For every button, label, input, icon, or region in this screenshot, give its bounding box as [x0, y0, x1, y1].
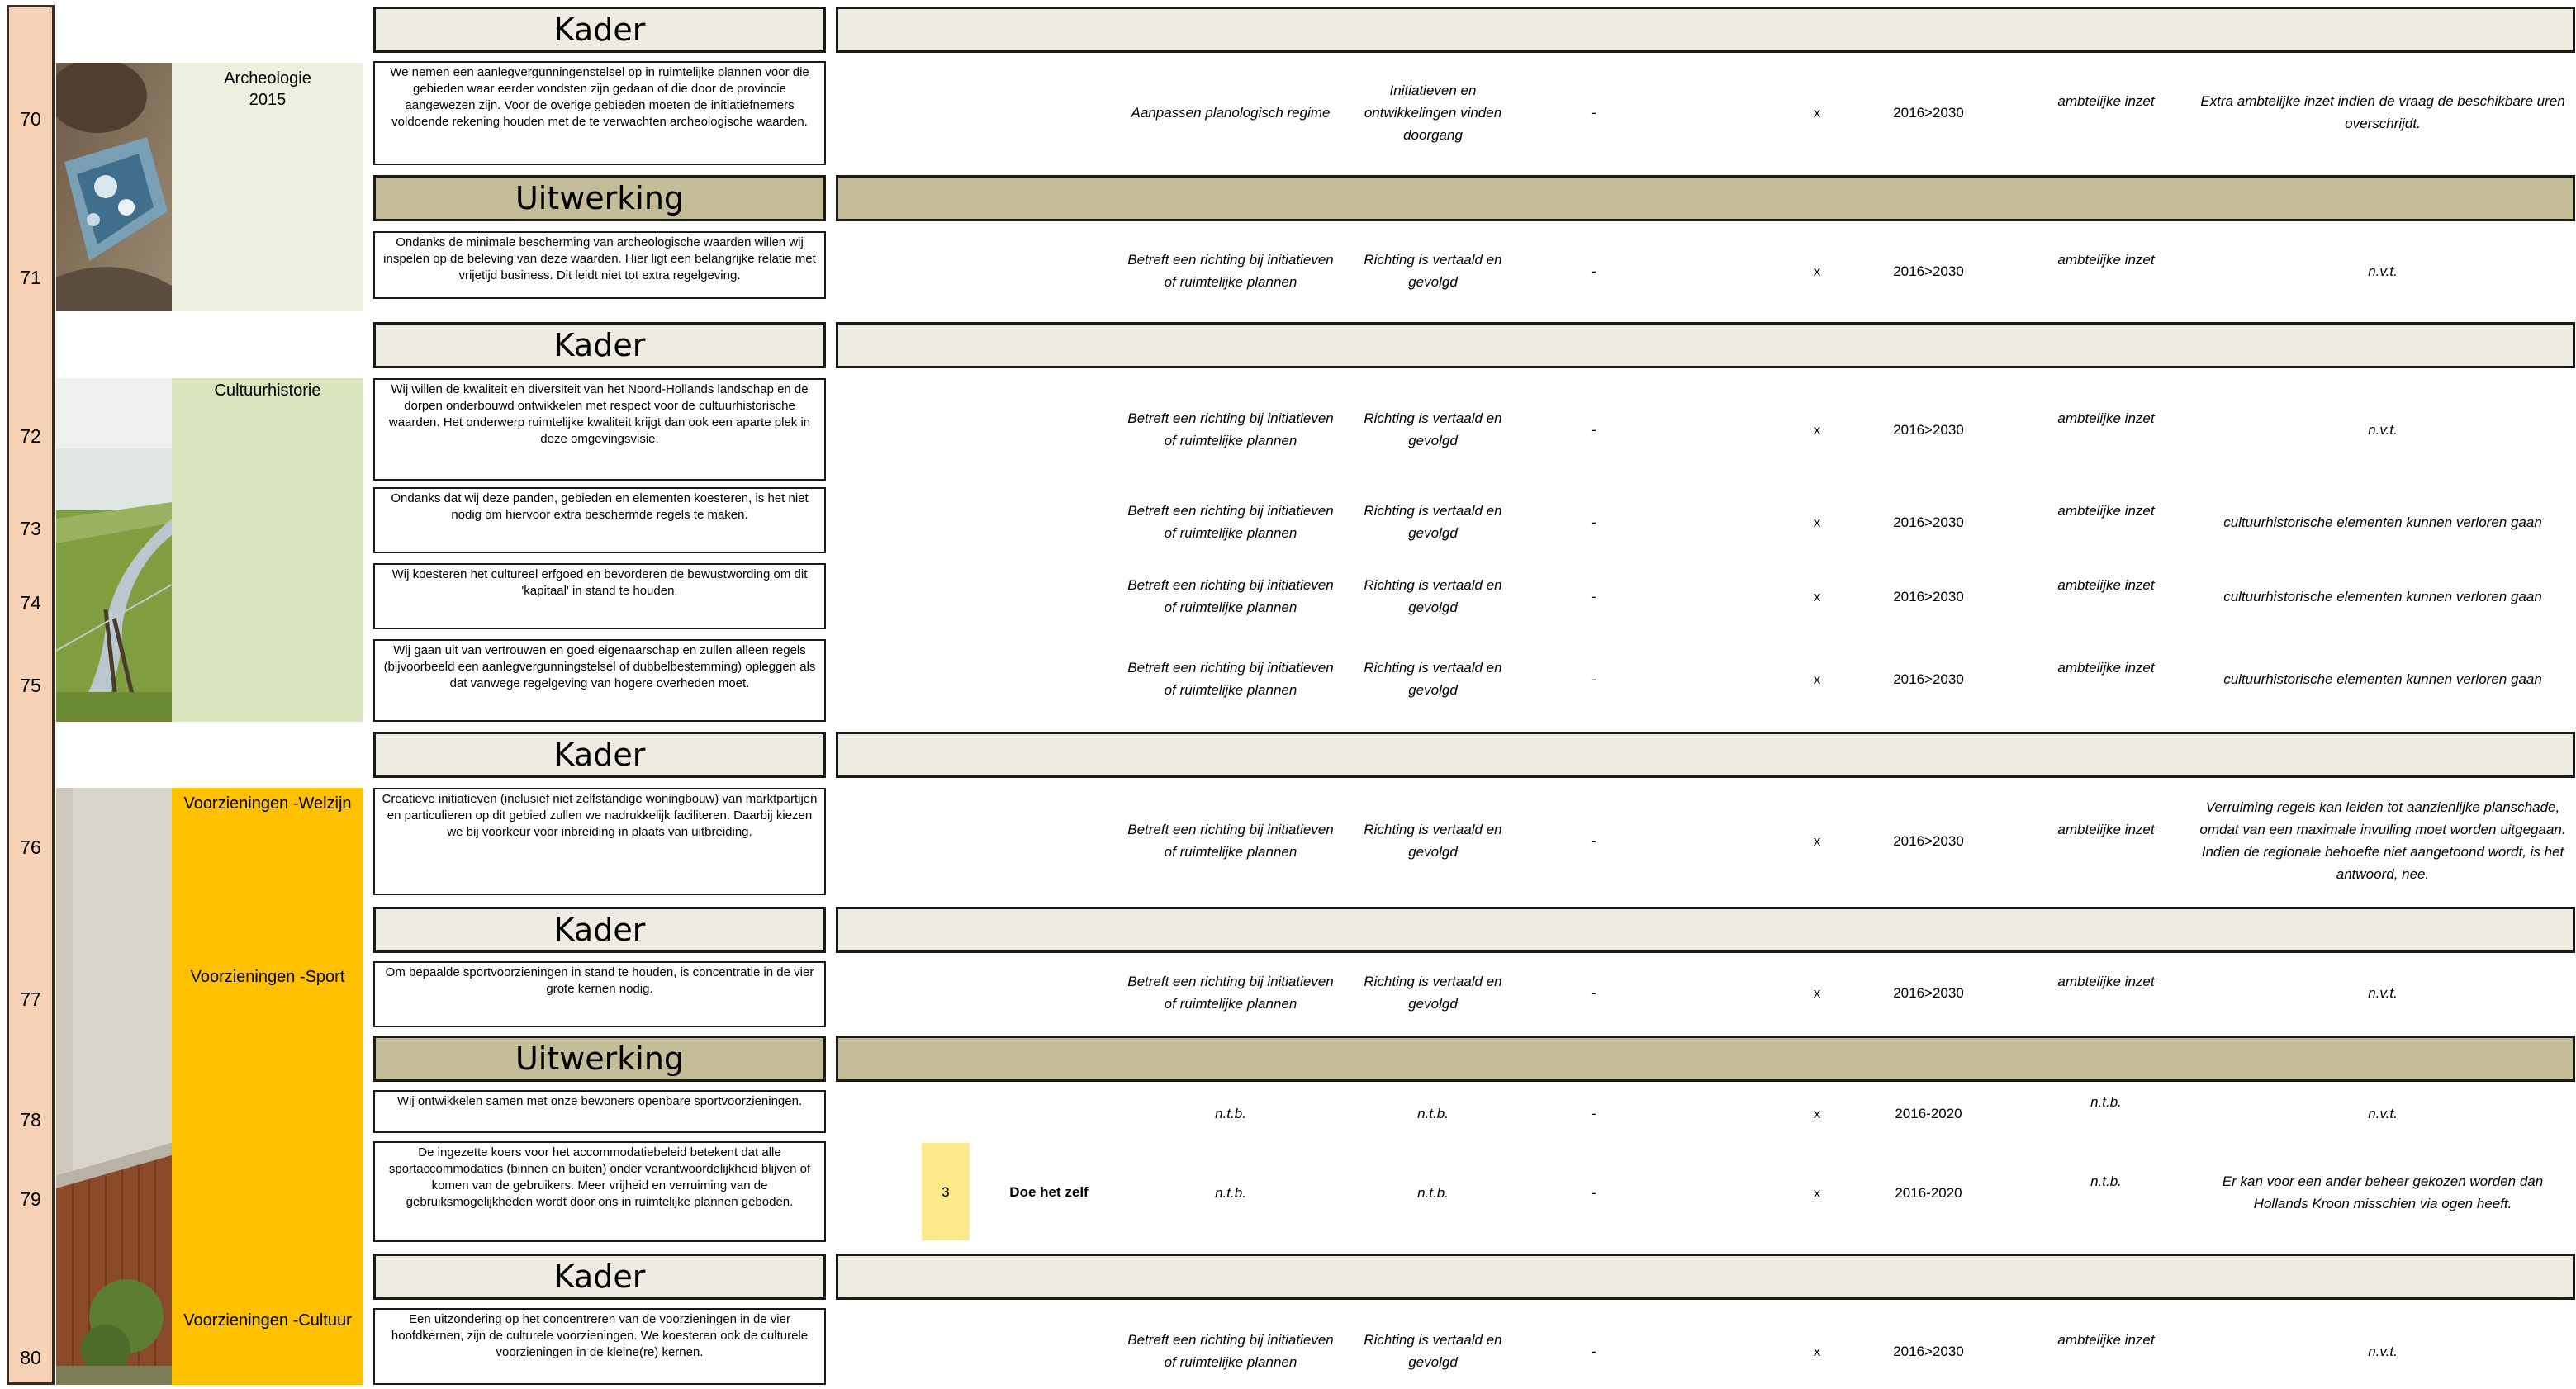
- section-header-kader: Kader: [373, 732, 826, 778]
- row-75-c4: x: [1813, 671, 1821, 687]
- row-73-c6: ambtelijke inzet: [2057, 503, 2155, 519]
- row-72-c4: x: [1813, 422, 1821, 438]
- description-74: Wij koesteren het cultureel erfgoed en bevorderen de bewustwording om dit 'kapitaal' in stand te houden.: [373, 563, 826, 629]
- row-74-c4: x: [1813, 589, 1821, 604]
- row-76-c5: 2016>2030: [1893, 833, 1964, 849]
- description-75: Wij gaan uit van vertrouwen en goed eigenaarschap en zullen alleen regels (bijvoorbeeld een aanlegvergunningstelsel of dubbelbestemming) opleggen als dat vanwege regelgeving van hogere overheden moet.: [373, 639, 826, 722]
- row-76-c6: ambtelijke inzet: [2057, 822, 2155, 837]
- row-number-78: 78: [20, 1109, 41, 1131]
- row-79-c2: n.t.b.: [1417, 1185, 1449, 1201]
- description-73: Ondanks dat wij deze panden, gebieden en elementen koesteren, is het niet nodig om hiervoor extra beschermde regels te maken.: [373, 487, 826, 553]
- row-78-c5: 2016-2020: [1895, 1106, 1962, 1121]
- row-74-c7: cultuurhistorische elementen kunnen verloren gaan: [2223, 589, 2542, 604]
- category-cultuur-label: Voorzieningen -Cultuur: [183, 1311, 352, 1330]
- row-78-c3: -: [1592, 1106, 1596, 1121]
- row-number-column: [7, 5, 55, 1385]
- row-79-c3: -: [1592, 1185, 1596, 1201]
- row-number-77: 77: [20, 988, 41, 1010]
- section-header-bar: [836, 907, 2575, 953]
- row-73-c7: cultuurhistorische elementen kunnen verloren gaan: [2223, 514, 2542, 530]
- row-75-c1: Betreft een richting bij initiatieven of ruimtelijke plannen: [1127, 660, 1334, 698]
- section-header-bar: [836, 7, 2575, 53]
- row-70-c1: Aanpassen planologisch regime: [1131, 105, 1331, 121]
- description-71: Ondanks de minimale bescherming van archeologische waarden willen wij inspelen op de beleving van deze waarden. Hier ligt een belangrijke relatie met vrijetijd business. Dit leidt niet tot extra regelgeving.: [373, 231, 826, 299]
- description-77: Om bepaalde sportvoorzieningen in stand te houden, is concentratie in de vier grote kernen nodig.: [373, 961, 826, 1027]
- row-73-c5: 2016>2030: [1893, 514, 1964, 530]
- row-77-c4: x: [1813, 985, 1821, 1001]
- row-78-c6: n.t.b.: [2090, 1094, 2122, 1110]
- row-number-79: 79: [20, 1188, 41, 1210]
- row-71-c2: Richting is vertaald en gevolgd: [1364, 252, 1502, 290]
- row-72-c1: Betreft een richting bij initiatieven of ruimtelijke plannen: [1127, 410, 1334, 448]
- row-number-74: 74: [20, 592, 41, 614]
- section-header-kader: Kader: [373, 322, 826, 368]
- row-74-c5: 2016>2030: [1893, 589, 1964, 604]
- row-80-c5: 2016>2030: [1893, 1344, 1964, 1359]
- row-number-72: 72: [20, 425, 41, 447]
- row-76-c3: -: [1592, 833, 1596, 849]
- section-header-bar: [836, 175, 2575, 221]
- row-80-c2: Richting is vertaald en gevolgd: [1364, 1332, 1502, 1370]
- row-70-c3: -: [1592, 105, 1596, 121]
- row-74-c2: Richting is vertaald en gevolgd: [1364, 577, 1502, 615]
- row-71-c6: ambtelijke inzet: [2057, 252, 2155, 268]
- sports-building-photo: [56, 788, 172, 1385]
- row-79-c4: x: [1813, 1185, 1821, 1201]
- row-73-c4: x: [1813, 514, 1821, 530]
- row-80-c7: n.v.t.: [2368, 1344, 2398, 1359]
- row-number-80: 80: [20, 1347, 41, 1368]
- row-71-c3: -: [1592, 263, 1596, 279]
- row-70-c7: Extra ambtelijke inzet indien de vraag de beschikbare uren overschrijdt.: [2200, 93, 2565, 131]
- row-78-c7: n.v.t.: [2368, 1106, 2398, 1121]
- row-80-c3: -: [1592, 1344, 1596, 1359]
- section-header-uitwerking: Uitwerking: [373, 175, 826, 221]
- row-79-c5: 2016-2020: [1895, 1185, 1962, 1201]
- row-77-c1: Betreft een richting bij initiatieven of ruimtelijke plannen: [1127, 974, 1334, 1012]
- row-80-c6: ambtelijke inzet: [2057, 1332, 2155, 1348]
- archeology-photo: [56, 63, 172, 311]
- row-70-c5: 2016>2030: [1893, 105, 1964, 121]
- section-header-bar: [836, 732, 2575, 778]
- row-77-c3: -: [1592, 985, 1596, 1001]
- row-number-73: 73: [20, 518, 41, 539]
- section-header-bar: [836, 322, 2575, 368]
- row-74-c3: -: [1592, 589, 1596, 604]
- row-75-c7: cultuurhistorische elementen kunnen verloren gaan: [2223, 671, 2542, 687]
- row-73-c1: Betreft een richting bij initiatieven of ruimtelijke plannen: [1127, 503, 1334, 541]
- row-76-c2: Richting is vertaald en gevolgd: [1364, 822, 1502, 860]
- row-73-c3: -: [1592, 514, 1596, 530]
- row-71-c4: x: [1813, 263, 1821, 279]
- row-76-c4: x: [1813, 833, 1821, 849]
- row-number-70: 70: [20, 108, 41, 130]
- description-78: Wij ontwikkelen samen met onze bewoners openbare sportvoorzieningen.: [373, 1090, 826, 1133]
- row-75-c2: Richting is vertaald en gevolgd: [1364, 660, 1502, 698]
- row-77-c2: Richting is vertaald en gevolgd: [1364, 974, 1502, 1012]
- section-header-uitwerking: Uitwerking: [373, 1036, 826, 1082]
- section-header-kader: Kader: [373, 907, 826, 953]
- row-70-c2: Initiatieven en ontwikkelingen vinden doorgang: [1364, 83, 1502, 143]
- row-72-c6: ambtelijke inzet: [2057, 410, 2155, 426]
- description-70: We nemen een aanlegvergunningenstelsel op in ruimtelijke plannen voor die gebieden waar eerder vondsten zijn gedaan of die door de provincie aangewezen zijn. Voor de overige gebieden moeten de initiatiefnemers voldoende rekening houden met de te verwachten archeologische waarden.: [373, 61, 826, 165]
- row-76-c1: Betreft een richting bij initiatieven of ruimtelijke plannen: [1127, 822, 1334, 860]
- row-number-75: 75: [20, 675, 41, 696]
- row-number-71: 71: [20, 267, 41, 288]
- priority-label: Doe het zelf: [1009, 1184, 1089, 1200]
- row-79-c7: Er kan voor een ander beheer gekozen worden dan Hollands Kroon misschien via ogen heeft.: [2222, 1173, 2544, 1211]
- row-71-c1: Betreft een richting bij initiatieven of ruimtelijke plannen: [1127, 252, 1334, 290]
- row-78-c4: x: [1813, 1106, 1821, 1121]
- row-77-c7: n.v.t.: [2368, 985, 2398, 1001]
- row-73-c2: Richting is vertaald en gevolgd: [1364, 503, 1502, 541]
- category-archeologie: [172, 63, 363, 311]
- description-76: Creatieve initiatieven (inclusief niet zelfstandige woningbouw) van marktpartijen en particulieren op dit gebied zullen we nadrukkelijk faciliteren. Daarbij kiezen we bij voorkeur voor inbreiding in plaats van uitbreiding.: [373, 788, 826, 895]
- category-cultuurhistorie-label: Cultuurhistorie: [214, 382, 321, 400]
- category-cultuurhistorie: [172, 378, 363, 722]
- row-74-c1: Betreft een richting bij initiatieven of ruimtelijke plannen: [1127, 577, 1334, 615]
- section-header-bar: [836, 1254, 2575, 1300]
- priority-number: 3: [942, 1184, 950, 1200]
- row-78-c1: n.t.b.: [1215, 1106, 1246, 1121]
- section-header-bar: [836, 1036, 2575, 1082]
- row-78-c2: n.t.b.: [1417, 1106, 1449, 1121]
- landscape-photo: [56, 378, 172, 722]
- row-70-c4: x: [1813, 105, 1821, 121]
- description-72: Wij willen de kwaliteit en diversiteit van het Noord-Hollands landschap en de dorpen onderbouwd ontwikkelen met respect voor de cultuurhistorische waarden. Het onderwerp ruimtelijke kwaliteit krijgt dan ook een aparte plek in deze omgevingsvisie.: [373, 378, 826, 481]
- category-welzijn-label: Voorzieningen -Welzijn: [183, 794, 352, 813]
- description-79: De ingezette koers voor het accommodatiebeleid betekent dat alle sportaccommodaties (binnen en buiten) onder verantwoordelijkheid blijven of komen van de gebruikers. Meer vrijheid en verruiming van de gebruiksmogelijkheden wordt door ons in ruimtelijke plannen geboden.: [373, 1141, 826, 1242]
- description-80: Een uitzondering op het concentreren van de voorzieningen in de vier hoofdkernen, zijn de culturele voorzieningen. We koesteren ook de culturele voorzieningen in de kleine(re) kernen.: [373, 1308, 826, 1385]
- category-archeologie-label: Archeologie 2015: [224, 69, 311, 109]
- row-76-c7: Verruiming regels kan leiden tot aanzienlijke planschade, omdat van een maximale invulling moet worden uitgegaan. Indien de regionale behoefte niet aangetoond wordt, is het antwoord, nee.: [2199, 799, 2566, 882]
- row-75-c3: -: [1592, 671, 1596, 687]
- row-number-76: 76: [20, 837, 41, 858]
- row-71-c7: n.v.t.: [2368, 263, 2398, 279]
- row-75-c6: ambtelijke inzet: [2057, 660, 2155, 676]
- category-voorzieningen: [172, 788, 363, 1385]
- row-77-c5: 2016>2030: [1893, 985, 1964, 1001]
- row-79-c1: n.t.b.: [1215, 1185, 1246, 1201]
- row-72-c3: -: [1592, 422, 1596, 438]
- row-70-c6: ambtelijke inzet: [2057, 93, 2155, 109]
- row-75-c5: 2016>2030: [1893, 671, 1964, 687]
- row-72-c7: n.v.t.: [2368, 422, 2398, 438]
- section-header-kader: Kader: [373, 1254, 826, 1300]
- row-79-c6: n.t.b.: [2090, 1173, 2122, 1189]
- row-80-c4: x: [1813, 1344, 1821, 1359]
- row-77-c6: ambtelijke inzet: [2057, 974, 2155, 989]
- row-74-c6: ambtelijke inzet: [2057, 577, 2155, 593]
- category-sport-label: Voorzieningen -Sport: [190, 968, 345, 986]
- row-72-c2: Richting is vertaald en gevolgd: [1364, 410, 1502, 448]
- row-80-c1: Betreft een richting bij initiatieven of ruimtelijke plannen: [1127, 1332, 1334, 1370]
- row-71-c5: 2016>2030: [1893, 263, 1964, 279]
- row-72-c5: 2016>2030: [1893, 422, 1964, 438]
- section-header-kader: Kader: [373, 7, 826, 53]
